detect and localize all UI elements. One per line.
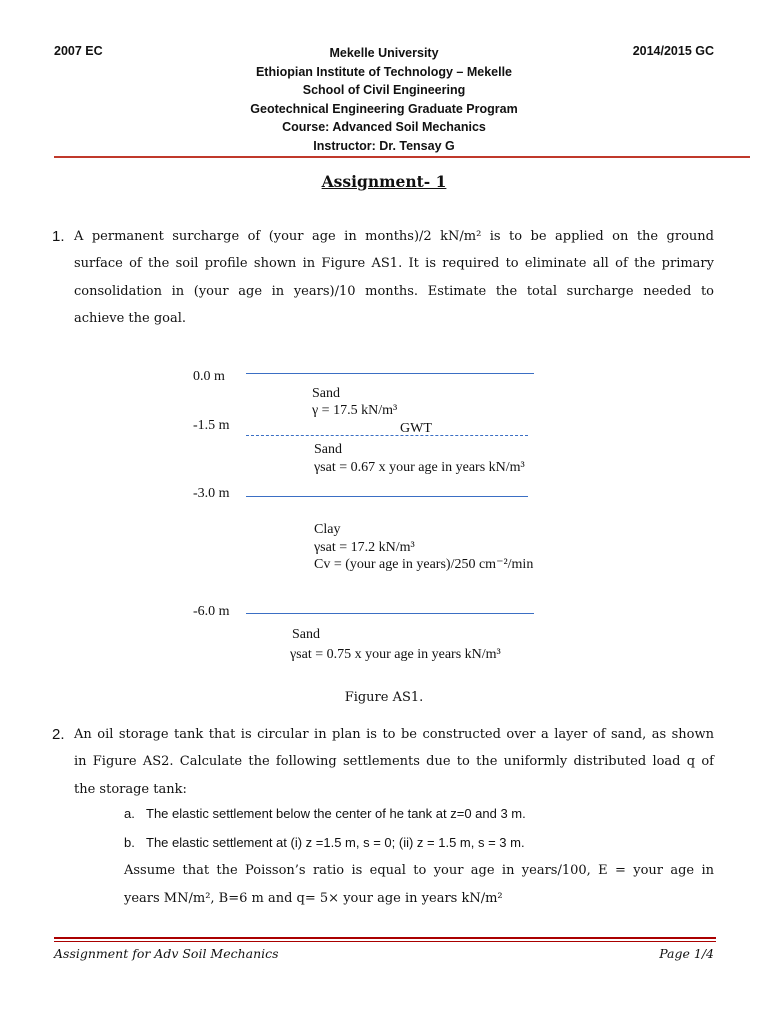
layer4-unit-weight: γsat = 0.75 x your age in years kN/m³ (290, 647, 501, 662)
institute-name: Ethiopian Institute of Technology – Mekelle (255, 64, 513, 79)
q1-line: A permanent surcharge of (your age in months)/2 kN/m² is to be applied on the ground (74, 229, 714, 244)
layer3-name: Clay (314, 522, 341, 537)
question-2-text (74, 721, 714, 803)
question-1-number: 1. (52, 228, 65, 245)
gwt-label: GWT (400, 421, 432, 436)
layer1-name: Sand (312, 386, 340, 401)
q1-line: consolidation in (your age in years)/10 months. Estimate the total surcharge needed to (74, 283, 714, 299)
depth-3-label: -6.0 m (193, 604, 230, 619)
layer3-unit-weight: γsat = 17.2 kN/m³ (314, 540, 415, 555)
page-title: Assignment- 1 (321, 172, 447, 191)
instructor-name: Instructor: Dr. Tensay G (313, 138, 455, 153)
university-name: Mekelle University (329, 46, 439, 60)
depth-0-label: 0.0 m (193, 369, 225, 384)
sub-question-a-label: a. (124, 806, 135, 821)
assumption-line: years MN/m², B=6 m and q= 5× your age in years kN/m² (124, 890, 503, 906)
depth-2-label: -3.0 m (193, 486, 230, 501)
q1-line: surface of the soil profile shown in Figure AS1. It is required to eliminate all of the primary (74, 256, 714, 272)
sub-question-a-text: The elastic settlement below the center of he tank at z=0 and 3 m. (146, 806, 526, 821)
sub-question-b-label: b. (124, 835, 135, 850)
assumption-text (124, 857, 714, 912)
footer-divider-thin (54, 941, 716, 942)
ground-surface-line (246, 373, 534, 374)
groundwater-line (246, 435, 528, 436)
page-number: Page 1/4 (659, 946, 714, 961)
layer3-consolidation-coefficient: Cv = (your age in years)/250 cm⁻²/min (314, 557, 534, 572)
question-2-number: 2. (52, 726, 65, 743)
layer2-name: Sand (314, 442, 342, 457)
program-name: Geotechnical Engineering Graduate Program (250, 101, 518, 116)
sub-question-b (124, 835, 525, 850)
school-name: School of Civil Engineering (302, 83, 466, 98)
header-block (0, 44, 768, 156)
q2-line: in Figure AS2. Calculate the following settlements due to the uniformly distributed load q of (74, 754, 714, 770)
footer-divider (54, 937, 716, 939)
figure-caption: Figure AS1. (344, 690, 424, 705)
clay-sand-boundary-line (246, 613, 534, 614)
footer-title: Assignment for Adv Soil Mechanics (54, 946, 279, 961)
q2-line: An oil storage tank that is circular in plan is to be constructed over a layer of sand, as shown (74, 727, 714, 742)
layer4-name: Sand (292, 627, 320, 642)
sub-question-b-text: The elastic settlement at (i) z =1.5 m, s = 0; (ii) z = 1.5 m, s = 3 m. (146, 835, 525, 850)
question-1-text (74, 223, 714, 332)
sand-clay-boundary-line (246, 496, 528, 497)
q1-line: achieve the goal. (74, 310, 187, 326)
layer2-unit-weight: γsat = 0.67 x your age in years kN/m³ (314, 460, 525, 475)
assumption-line: Assume that the Poisson’s ratio is equal to your age in years/100, E = your age in (124, 863, 714, 878)
header-divider (54, 156, 750, 158)
header-right-date: 2014/2015 GC (632, 44, 714, 58)
q2-line: the storage tank: (74, 781, 187, 797)
depth-1-label: -1.5 m (193, 418, 230, 433)
header-left-date: 2007 EC (54, 44, 103, 58)
course-name: Course: Advanced Soil Mechanics (282, 120, 486, 135)
layer1-unit-weight: γ = 17.5 kN/m³ (312, 403, 398, 418)
sub-question-a (124, 806, 526, 821)
